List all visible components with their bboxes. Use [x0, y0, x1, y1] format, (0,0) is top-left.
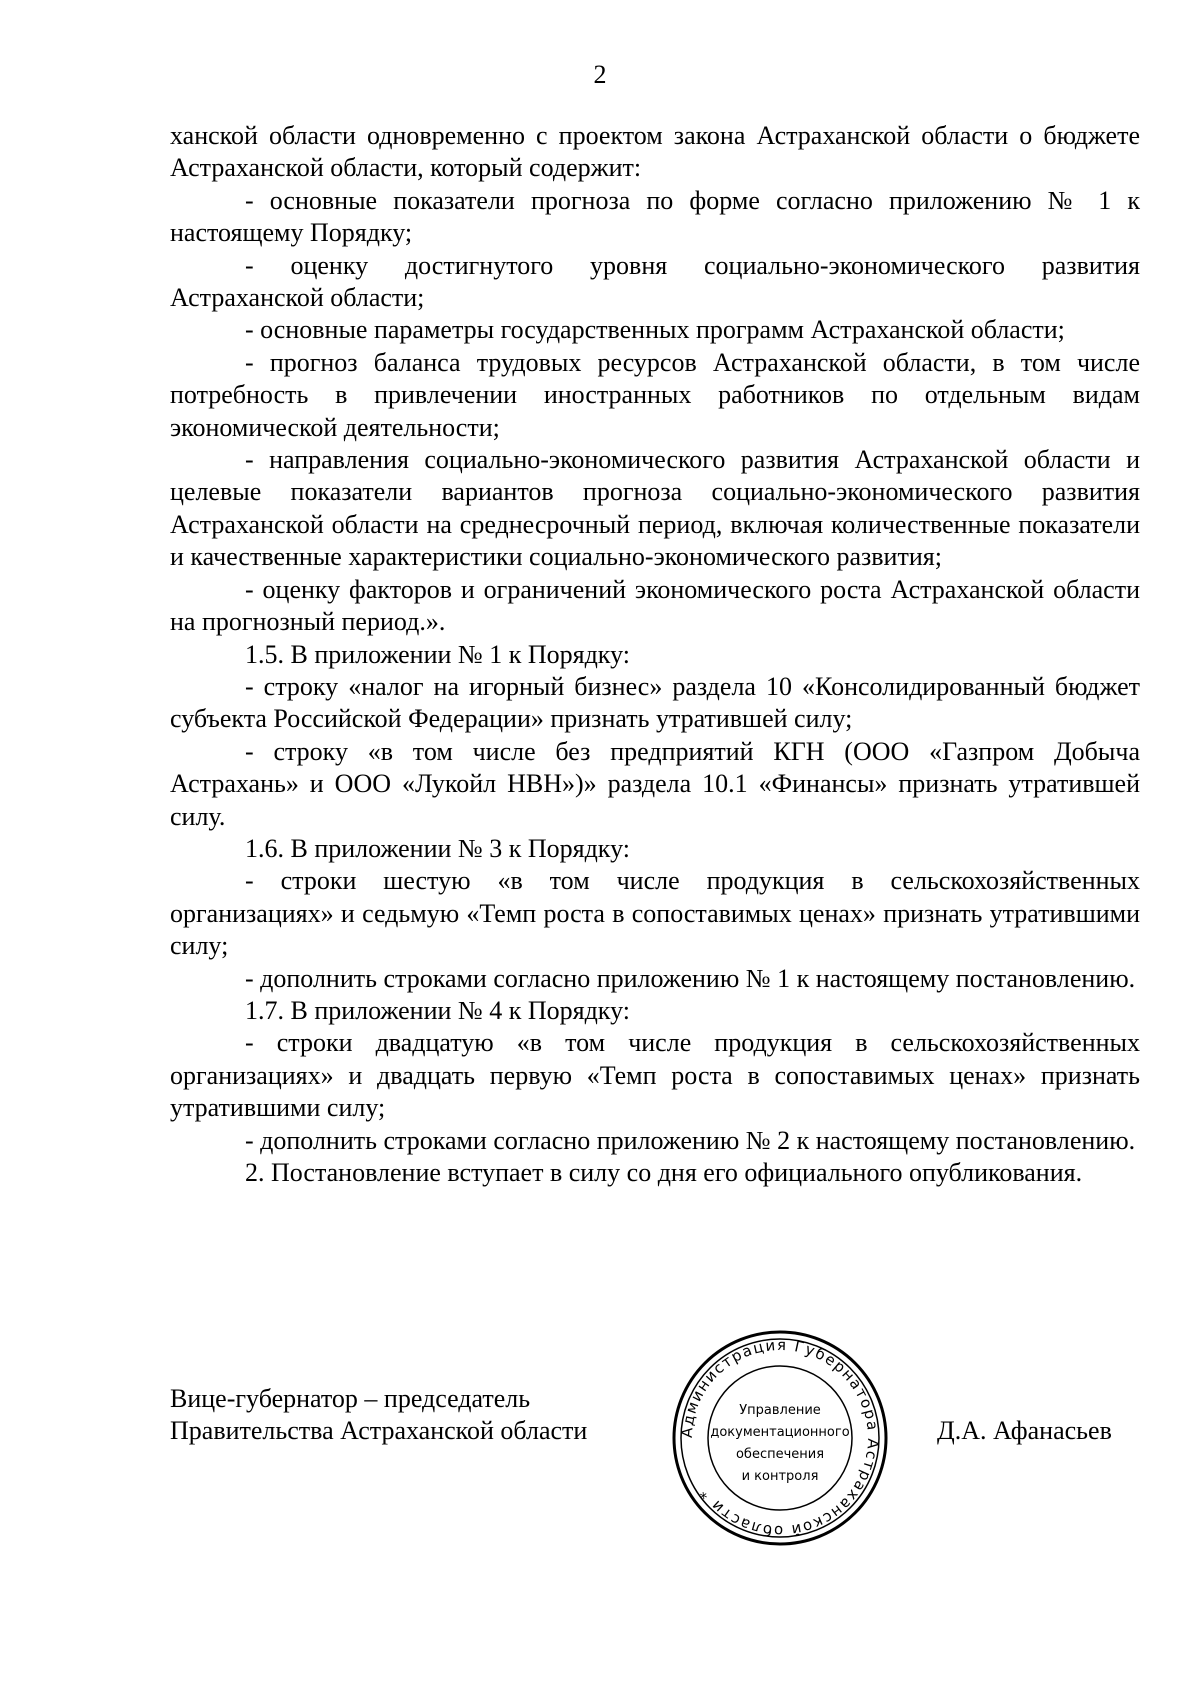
paragraph: ханской области одновременно с проектом закона Астраханской области о бюджете Астраханской области, который содержит:	[170, 121, 1140, 183]
paragraph: - строки двадцатую «в том числе продукция в сельскохозяйственных организациях» и двадцать первую «Темп роста в сопоставимых ценах» признать утратившими силу;	[170, 1028, 1140, 1123]
paragraph: - строку «в том числе без предприятий КГН (ООО «Газпром Добыча Астрахань» и ООО «Лукойл НВН»)» раздела 10.1 «Финансы» признать утратившей силу.	[170, 736, 1140, 831]
document-body	[170, 120, 1140, 1189]
paragraph: - дополнить строками согласно приложению № 1 к настоящему постановлению.	[245, 963, 1136, 993]
paragraph: - оценку факторов и ограничений экономического роста Астраханской области на прогнозный период.».	[170, 574, 1140, 637]
stamp-center-line: Управление	[739, 1403, 821, 1418]
stamp-ring-text: Администрация Губернатора Астраханской области *	[677, 1335, 883, 1541]
signatory-position	[170, 1383, 587, 1448]
stamp-center-line: обеспечения	[735, 1447, 825, 1462]
official-stamp	[670, 1328, 890, 1548]
paragraph: 1.7. В приложении № 4 к Порядку:	[245, 995, 630, 1025]
paragraph: - прогноз баланса трудовых ресурсов Астраханской области, в том числе потребность в привлечении иностранных работников по отдельным видам экономической деятельности;	[170, 347, 1140, 442]
signatory-position-line2: Правительства Астраханской области	[170, 1416, 588, 1446]
paragraph: - строки шестую «в том числе продукция в сельскохозяйственных организациях» и седьмую «Темп роста в сопоставимых ценах» признать утратившими силу;	[170, 866, 1140, 961]
paragraph: 2. Постановление вступает в силу со дня его официального опубликования.	[245, 1158, 1083, 1187]
page-number: 2	[593, 60, 607, 89]
paragraph: - основные показатели прогноза по форме согласно приложению № 1 к настоящему Порядку;	[170, 185, 1140, 248]
stamp-center-line: и контроля	[741, 1469, 819, 1484]
paragraph: - оценку достигнутого уровня социально-экономического развития Астраханской области;	[170, 250, 1140, 313]
stamp-center-line: документационного	[710, 1425, 850, 1440]
paragraph: - направления социально-экономического развития Астраханской области и целевые показатели вариантов прогноза социально-экономического развития Астраханской области на среднесрочный период, включая количественные показатели и качественные характеристики социально-экономического развития;	[170, 445, 1140, 572]
paragraph: - строку «налог на игорный бизнес» раздела 10 «Консолидированный бюджет субъекта Российской Федерации» признать утратившей силу;	[170, 671, 1140, 734]
signatory-name: Д.А. Афанасьев	[937, 1416, 1112, 1445]
paragraph: - дополнить строками согласно приложению № 2 к настоящему постановлению.	[245, 1125, 1136, 1155]
paragraph: 1.6. В приложении № 3 к Порядку:	[245, 833, 630, 863]
paragraph: - основные параметры государственных программ Астраханской области;	[245, 315, 1065, 345]
paragraph: 1.5. В приложении № 1 к Порядку:	[245, 639, 630, 669]
signatory-position-line1: Вице-губернатор – председатель	[170, 1384, 531, 1413]
